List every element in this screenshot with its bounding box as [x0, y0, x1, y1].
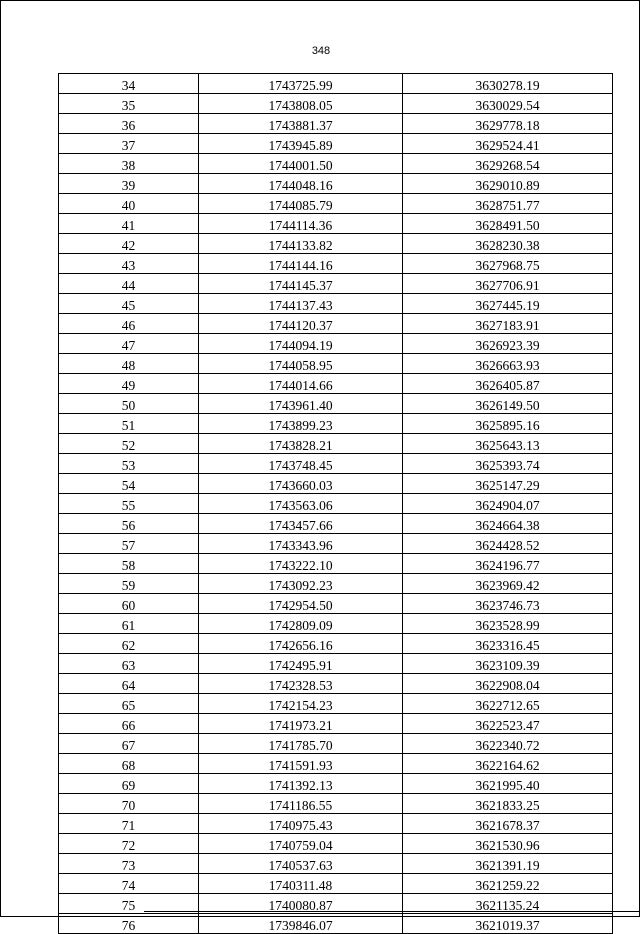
y-coordinate-cell: 3622523.47 — [403, 714, 613, 734]
point-number-cell: 75 — [59, 894, 199, 914]
coordinates-table-container — [58, 73, 612, 934]
x-coordinate-cell: 1744014.66 — [199, 374, 403, 394]
table-row — [59, 734, 613, 754]
point-number-cell: 66 — [59, 714, 199, 734]
y-coordinate-cell: 3625643.13 — [403, 434, 613, 454]
x-coordinate-cell: 1742809.09 — [199, 614, 403, 634]
table-row — [59, 74, 613, 94]
table-row — [59, 654, 613, 674]
point-number-cell: 49 — [59, 374, 199, 394]
point-number-cell: 62 — [59, 634, 199, 654]
x-coordinate-cell: 1743881.37 — [199, 114, 403, 134]
y-coordinate-cell: 3625147.29 — [403, 474, 613, 494]
table-row — [59, 634, 613, 654]
x-coordinate-cell: 1742495.91 — [199, 654, 403, 674]
table-row — [59, 374, 613, 394]
table-row — [59, 874, 613, 894]
table-row — [59, 314, 613, 334]
x-coordinate-cell: 1743092.23 — [199, 574, 403, 594]
x-coordinate-cell: 1742954.50 — [199, 594, 403, 614]
x-coordinate-cell: 1740080.87 — [199, 894, 403, 914]
point-number-cell: 34 — [59, 74, 199, 94]
y-coordinate-cell: 3621995.40 — [403, 774, 613, 794]
table-row — [59, 134, 613, 154]
x-coordinate-cell: 1740537.63 — [199, 854, 403, 874]
y-coordinate-cell: 3628751.77 — [403, 194, 613, 214]
x-coordinate-cell: 1741186.55 — [199, 794, 403, 814]
point-number-cell: 51 — [59, 414, 199, 434]
x-coordinate-cell: 1743563.06 — [199, 494, 403, 514]
table-row — [59, 754, 613, 774]
y-coordinate-cell: 3630278.19 — [403, 74, 613, 94]
y-coordinate-cell: 3627968.75 — [403, 254, 613, 274]
x-coordinate-cell: 1741973.21 — [199, 714, 403, 734]
x-coordinate-cell: 1742328.53 — [199, 674, 403, 694]
x-coordinate-cell: 1741392.13 — [199, 774, 403, 794]
point-number-cell: 47 — [59, 334, 199, 354]
x-coordinate-cell: 1744137.43 — [199, 294, 403, 314]
y-coordinate-cell: 3629010.89 — [403, 174, 613, 194]
point-number-cell: 64 — [59, 674, 199, 694]
y-coordinate-cell: 3627183.91 — [403, 314, 613, 334]
point-number-cell: 70 — [59, 794, 199, 814]
y-coordinate-cell: 3626149.50 — [403, 394, 613, 414]
y-coordinate-cell: 3622340.72 — [403, 734, 613, 754]
point-number-cell: 76 — [59, 914, 199, 934]
y-coordinate-cell: 3628491.50 — [403, 214, 613, 234]
y-coordinate-cell: 3623746.73 — [403, 594, 613, 614]
x-coordinate-cell: 1744114.36 — [199, 214, 403, 234]
x-coordinate-cell: 1741591.93 — [199, 754, 403, 774]
point-number-cell: 60 — [59, 594, 199, 614]
y-coordinate-cell: 3627706.91 — [403, 274, 613, 294]
table-row — [59, 514, 613, 534]
x-coordinate-cell: 1744058.95 — [199, 354, 403, 374]
point-number-cell: 67 — [59, 734, 199, 754]
y-coordinate-cell: 3623109.39 — [403, 654, 613, 674]
y-coordinate-cell: 3621678.37 — [403, 814, 613, 834]
y-coordinate-cell: 3626663.93 — [403, 354, 613, 374]
y-coordinate-cell: 3628230.38 — [403, 234, 613, 254]
table-row — [59, 674, 613, 694]
point-number-cell: 73 — [59, 854, 199, 874]
table-row — [59, 614, 613, 634]
point-number-cell: 57 — [59, 534, 199, 554]
table-row — [59, 254, 613, 274]
point-number-cell: 36 — [59, 114, 199, 134]
point-number-cell: 56 — [59, 514, 199, 534]
x-coordinate-cell: 1743899.23 — [199, 414, 403, 434]
table-row — [59, 94, 613, 114]
table-row — [59, 174, 613, 194]
point-number-cell: 54 — [59, 474, 199, 494]
y-coordinate-cell: 3621833.25 — [403, 794, 613, 814]
table-row — [59, 814, 613, 834]
y-coordinate-cell: 3626405.87 — [403, 374, 613, 394]
point-number-cell: 55 — [59, 494, 199, 514]
table-row — [59, 694, 613, 714]
table-row — [59, 354, 613, 374]
point-number-cell: 53 — [59, 454, 199, 474]
table-row — [59, 454, 613, 474]
point-number-cell: 74 — [59, 874, 199, 894]
x-coordinate-cell: 1743945.89 — [199, 134, 403, 154]
y-coordinate-cell: 3623528.99 — [403, 614, 613, 634]
x-coordinate-cell: 1741785.70 — [199, 734, 403, 754]
y-coordinate-cell: 3630029.54 — [403, 94, 613, 114]
point-number-cell: 39 — [59, 174, 199, 194]
point-number-cell: 50 — [59, 394, 199, 414]
point-number-cell: 69 — [59, 774, 199, 794]
coordinates-table-body — [59, 74, 613, 934]
table-row — [59, 294, 613, 314]
table-row — [59, 834, 613, 854]
x-coordinate-cell: 1743748.45 — [199, 454, 403, 474]
point-number-cell: 63 — [59, 654, 199, 674]
x-coordinate-cell: 1743222.10 — [199, 554, 403, 574]
y-coordinate-cell: 3622712.65 — [403, 694, 613, 714]
x-coordinate-cell: 1744145.37 — [199, 274, 403, 294]
x-coordinate-cell: 1744085.79 — [199, 194, 403, 214]
table-row — [59, 414, 613, 434]
point-number-cell: 38 — [59, 154, 199, 174]
y-coordinate-cell: 3621019.37 — [403, 914, 613, 934]
point-number-cell: 71 — [59, 814, 199, 834]
table-row — [59, 394, 613, 414]
x-coordinate-cell: 1744144.16 — [199, 254, 403, 274]
x-coordinate-cell: 1744048.16 — [199, 174, 403, 194]
y-coordinate-cell: 3629524.41 — [403, 134, 613, 154]
table-row — [59, 114, 613, 134]
x-coordinate-cell: 1744120.37 — [199, 314, 403, 334]
table-row — [59, 794, 613, 814]
point-number-cell: 48 — [59, 354, 199, 374]
table-row — [59, 714, 613, 734]
table-row — [59, 494, 613, 514]
y-coordinate-cell: 3622164.62 — [403, 754, 613, 774]
point-number-cell: 43 — [59, 254, 199, 274]
table-row — [59, 534, 613, 554]
point-number-cell: 61 — [59, 614, 199, 634]
point-number-cell: 37 — [59, 134, 199, 154]
y-coordinate-cell: 3625895.16 — [403, 414, 613, 434]
x-coordinate-cell: 1744133.82 — [199, 234, 403, 254]
point-number-cell: 46 — [59, 314, 199, 334]
y-coordinate-cell: 3621135.24 — [403, 894, 613, 914]
point-number-cell: 40 — [59, 194, 199, 214]
point-number-cell: 72 — [59, 834, 199, 854]
x-coordinate-cell: 1743457.66 — [199, 514, 403, 534]
coordinates-table — [58, 73, 613, 934]
y-coordinate-cell: 3629268.54 — [403, 154, 613, 174]
x-coordinate-cell: 1743828.21 — [199, 434, 403, 454]
point-number-cell: 68 — [59, 754, 199, 774]
y-coordinate-cell: 3624428.52 — [403, 534, 613, 554]
x-coordinate-cell: 1742154.23 — [199, 694, 403, 714]
x-coordinate-cell: 1743961.40 — [199, 394, 403, 414]
page-number: 348 — [311, 45, 331, 57]
x-coordinate-cell: 1743808.05 — [199, 94, 403, 114]
x-coordinate-cell: 1744001.50 — [199, 154, 403, 174]
y-coordinate-cell: 3626923.39 — [403, 334, 613, 354]
y-coordinate-cell: 3629778.18 — [403, 114, 613, 134]
y-coordinate-cell: 3625393.74 — [403, 454, 613, 474]
y-coordinate-cell: 3621391.19 — [403, 854, 613, 874]
table-row — [59, 854, 613, 874]
x-coordinate-cell: 1743725.99 — [199, 74, 403, 94]
table-row — [59, 594, 613, 614]
y-coordinate-cell: 3624196.77 — [403, 554, 613, 574]
x-coordinate-cell: 1743343.96 — [199, 534, 403, 554]
x-coordinate-cell: 1740759.04 — [199, 834, 403, 854]
point-number-cell: 45 — [59, 294, 199, 314]
x-coordinate-cell: 1744094.19 — [199, 334, 403, 354]
y-coordinate-cell: 3622908.04 — [403, 674, 613, 694]
footer-rule — [144, 911, 640, 912]
y-coordinate-cell: 3623969.42 — [403, 574, 613, 594]
y-coordinate-cell: 3621530.96 — [403, 834, 613, 854]
table-row — [59, 194, 613, 214]
table-row — [59, 554, 613, 574]
table-row — [59, 154, 613, 174]
point-number-cell: 42 — [59, 234, 199, 254]
y-coordinate-cell: 3623316.45 — [403, 634, 613, 654]
table-row — [59, 274, 613, 294]
table-row — [59, 474, 613, 494]
point-number-cell: 65 — [59, 694, 199, 714]
table-row — [59, 574, 613, 594]
point-number-cell: 58 — [59, 554, 199, 574]
x-coordinate-cell: 1742656.16 — [199, 634, 403, 654]
table-row — [59, 774, 613, 794]
x-coordinate-cell: 1740311.48 — [199, 874, 403, 894]
point-number-cell: 59 — [59, 574, 199, 594]
y-coordinate-cell: 3621259.22 — [403, 874, 613, 894]
y-coordinate-cell: 3624904.07 — [403, 494, 613, 514]
table-row — [59, 334, 613, 354]
point-number-cell: 44 — [59, 274, 199, 294]
point-number-cell: 52 — [59, 434, 199, 454]
table-row — [59, 214, 613, 234]
x-coordinate-cell: 1743660.03 — [199, 474, 403, 494]
point-number-cell: 35 — [59, 94, 199, 114]
x-coordinate-cell: 1740975.43 — [199, 814, 403, 834]
x-coordinate-cell: 1739846.07 — [199, 914, 403, 934]
table-row — [59, 234, 613, 254]
y-coordinate-cell: 3627445.19 — [403, 294, 613, 314]
y-coordinate-cell: 3624664.38 — [403, 514, 613, 534]
table-row — [59, 434, 613, 454]
point-number-cell: 41 — [59, 214, 199, 234]
